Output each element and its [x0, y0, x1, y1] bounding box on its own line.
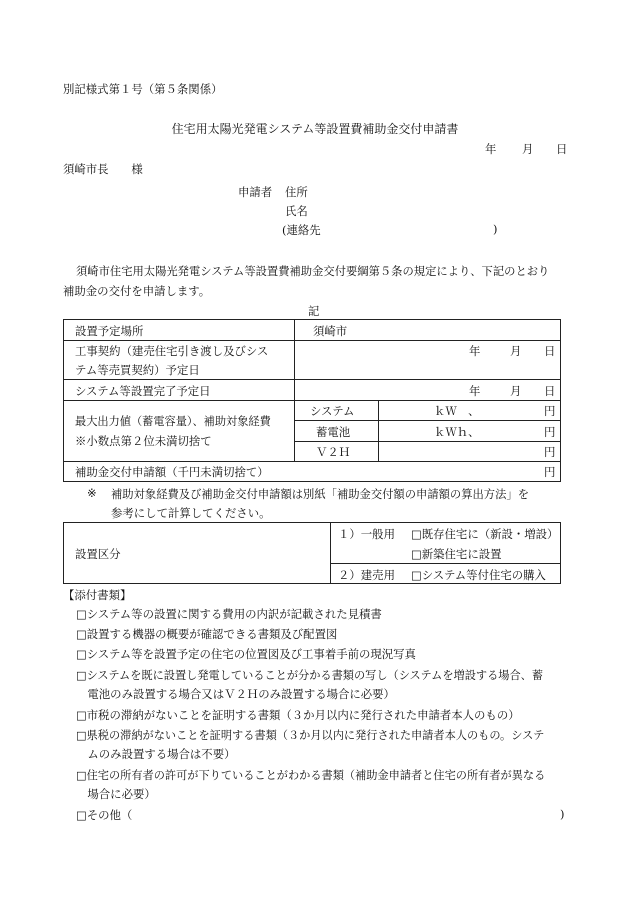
body-line-2: 補助金の交付を申請します。 — [63, 284, 211, 298]
attachment-item: □県税の滞納がないことを証明する書類（３か月以内に発行された申請者本人のもの。システ — [76, 729, 545, 742]
note-line-2: 参考にして計算してください。 — [111, 506, 271, 520]
attachment-item: □システムを既に設置し発電していることが分かる書類の写し（システムを増設する場合、蓄 — [76, 669, 544, 682]
name-label: 氏名 — [285, 204, 308, 218]
sub-row-v2h-yen: 円 — [544, 445, 556, 459]
contact-label: (連絡先 — [282, 223, 321, 237]
attachment-item: □市税の滞納がないことを証明する書類（３か月以内に発行された申請者本人のもの） — [76, 708, 520, 722]
general-prefix: １）一般用 — [338, 527, 395, 541]
category-label: 設置区分 — [75, 547, 121, 561]
ki-mark: 記 — [308, 304, 320, 318]
address-label: 住所 — [285, 185, 308, 199]
ready-prefix: ２）建売用 — [338, 568, 395, 582]
contact-close: ) — [493, 222, 498, 236]
output-label-1: 最大出力値（蓄電容量）、補助対象経費 — [75, 415, 271, 428]
attachment-item: ムのみ設置する場合は不要） — [76, 747, 236, 761]
date-day-label: 日 — [556, 142, 568, 156]
grant-label: 補助金交付申請額（千円未満切捨て） — [75, 465, 269, 479]
date-month-label: 月 — [522, 142, 534, 156]
sub-row-battery-unit: ｋＷｈ、 — [434, 425, 480, 439]
other-close-paren: ) — [560, 807, 565, 821]
addressee: 須崎市長 様 — [63, 162, 143, 176]
place-label: 設置予定場所 — [75, 324, 144, 338]
completion-year: 年 — [469, 384, 481, 398]
sub-row-v2h-name: Ｖ２Ｈ — [316, 445, 351, 459]
completion-month: 月 — [510, 384, 522, 398]
sub-row-system-name: システム — [310, 404, 355, 418]
attachment-item: □設置する機器の概要が確認できる書類及び配置図 — [76, 627, 338, 641]
contract-month: 月 — [510, 344, 522, 358]
page-title: 住宅用太陽光発電システム等設置費補助金交付申請書 — [171, 122, 459, 136]
attachment-item-other: □その他（ — [76, 808, 133, 822]
contract-day: 日 — [544, 344, 556, 358]
contract-label-1: 工事契約（建売住宅引き渡し及びシス — [75, 344, 269, 358]
output-label-2: ※小数点第２位未満切捨て — [75, 434, 212, 448]
body-line-1: 須崎市住宅用太陽光発電システム等設置費補助金交付要綱第５条の規定により、下記のとおり — [76, 265, 550, 278]
sub-row-system-unit: ｋＷ 、 — [434, 404, 480, 418]
note-mark: ※ — [87, 486, 97, 500]
completion-label: システム等設置完了予定日 — [75, 384, 211, 398]
sub-row-battery-yen: 円 — [544, 425, 556, 439]
note-line-1: 補助対象経費及び補助金交付申請額は別紙「補助金交付額の申請額の算出方法」を — [111, 488, 529, 501]
date-year-label: 年 — [485, 142, 497, 156]
place-value: 須崎市 — [313, 324, 348, 338]
attachment-item: 場合に必要） — [76, 787, 156, 801]
sub-row-system-yen: 円 — [544, 404, 556, 418]
option-existing: □既存住宅に（新設・増設） — [411, 527, 559, 541]
form-label: 別記様式第１号（第５条関係） — [63, 82, 223, 96]
applicant-label: 申請者 — [238, 185, 273, 199]
completion-day: 日 — [544, 384, 556, 398]
attachment-item: □住宅の所有者の許可が下りていることがわかる書類（補助金申請者と住宅の所有者が異なる — [76, 769, 546, 782]
attachment-item: □システム等を設置予定の住宅の位置図及び工事着手前の現況写真 — [76, 647, 416, 661]
contract-year: 年 — [469, 344, 481, 358]
option-new: □新築住宅に設置 — [411, 547, 502, 561]
attachment-item: 電池のみ設置する場合又はＶ２Ｈのみ設置する場合に必要） — [76, 687, 395, 701]
attachment-item: □システム等の設置に関する費用の内訳が記載された見積書 — [76, 607, 382, 621]
contract-label-2: テム等売買契約）予定日 — [75, 363, 200, 377]
attachments-heading: 【添付書類】 — [63, 588, 132, 602]
grant-yen: 円 — [544, 465, 556, 479]
option-purchase: □システム等付住宅の購入 — [411, 568, 546, 582]
sub-row-battery-name: 蓄電池 — [316, 425, 351, 439]
